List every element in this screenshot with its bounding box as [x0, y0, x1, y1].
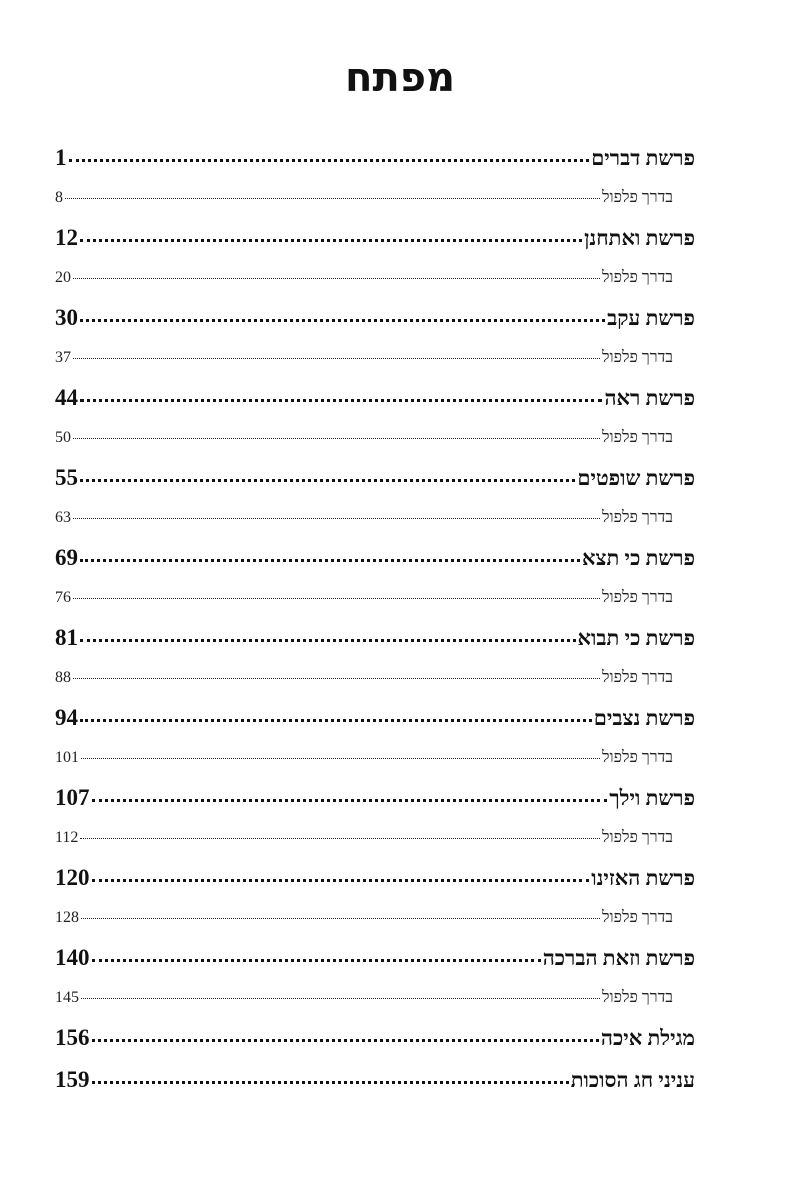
dot-leader	[92, 879, 590, 882]
toc-page-number: 81	[55, 625, 78, 650]
toc-entry-label: פרשת דברים	[591, 146, 695, 170]
dot-leader	[81, 998, 600, 999]
toc-entry-label: עניני חג הסוכות	[570, 1068, 695, 1092]
dot-leader	[69, 159, 590, 162]
dot-leader	[92, 1039, 599, 1042]
page-title: מפתח	[344, 55, 456, 101]
toc-page-number: 50	[55, 429, 71, 446]
toc-subentry-eikev-pilpul[interactable]	[55, 338, 695, 378]
toc-subentry-label: בדרך פלפול	[602, 269, 673, 286]
toc-page-number: 44	[55, 385, 78, 410]
toc-entry-label: פרשת וילך	[609, 786, 695, 810]
toc-entry-vezot-habracha[interactable]	[55, 938, 695, 978]
toc-page-number: 128	[55, 909, 79, 926]
toc-subentry-label: בדרך פלפול	[602, 429, 673, 446]
toc-subentry-shoftim-pilpul[interactable]	[55, 498, 695, 538]
toc-page-number: 112	[55, 829, 79, 846]
toc-subentry-label: בדרך פלפול	[602, 589, 673, 606]
dot-leader	[73, 358, 600, 359]
toc-entry-label: פרשת נצבים	[593, 706, 695, 730]
dot-leader	[80, 399, 602, 402]
toc-entry-megilat-eicha[interactable]	[55, 1018, 695, 1060]
toc-page-number: 156	[55, 1025, 90, 1050]
toc-page-number: 20	[55, 269, 71, 286]
toc-page-number: 101	[55, 749, 79, 766]
toc-entry-label: פרשת שופטים	[577, 466, 695, 490]
toc-subentry-haazinu-pilpul[interactable]	[55, 898, 695, 938]
toc-page-number: 8	[55, 189, 63, 206]
toc-entry-label: מגילת איכה	[600, 1026, 695, 1050]
toc-entry-ki-tavo[interactable]	[55, 618, 695, 658]
toc-entry-eikev[interactable]	[55, 298, 695, 338]
toc-page-number: 120	[55, 865, 90, 890]
toc-subentry-label: בדרך פלפול	[602, 909, 673, 926]
toc-page-number: 94	[55, 705, 78, 730]
dot-leader	[73, 278, 600, 279]
toc-entry-label: פרשת כי תבוא	[577, 626, 695, 650]
toc-entry-label: פרשת כי תצא	[582, 546, 695, 570]
toc-subentry-nitzavim-pilpul[interactable]	[55, 738, 695, 778]
dot-leader	[80, 559, 580, 562]
toc-page-number: 12	[55, 225, 78, 250]
dot-leader	[92, 1081, 569, 1084]
toc-subentry-label: בדרך פלפול	[602, 749, 673, 766]
dot-leader	[80, 239, 582, 242]
toc-page-number: 1	[55, 145, 67, 170]
dot-leader	[80, 479, 575, 482]
toc-page-number: 159	[55, 1067, 90, 1092]
toc-entry-label: פרשת עקב	[607, 306, 695, 330]
dot-leader	[92, 959, 541, 962]
dot-leader	[80, 319, 605, 322]
toc-entry-vaetchanan[interactable]	[55, 218, 695, 258]
dot-leader	[80, 719, 592, 722]
toc-entry-nitzavim[interactable]	[55, 698, 695, 738]
toc-subentry-label: בדרך פלפול	[602, 509, 673, 526]
dot-leader	[92, 799, 608, 802]
toc-entry-chag-hasukkot[interactable]	[55, 1060, 695, 1102]
toc-subentry-ki-tavo-pilpul[interactable]	[55, 658, 695, 698]
toc-subentry-label: בדרך פלפול	[602, 189, 673, 206]
toc-page-number: 145	[55, 989, 79, 1006]
toc-page-number: 76	[55, 589, 71, 606]
dot-leader	[81, 918, 600, 919]
toc-subentry-label: בדרך פלפול	[602, 349, 673, 366]
toc-page-number: 88	[55, 669, 71, 686]
toc-entry-label: פרשת האזינו	[591, 866, 695, 890]
toc-entry-devarim[interactable]	[55, 138, 695, 178]
toc-page-number: 37	[55, 349, 71, 366]
dot-leader	[80, 639, 576, 642]
table-of-contents	[55, 138, 695, 1102]
toc-subentry-label: בדרך פלפול	[602, 669, 673, 686]
dot-leader	[73, 518, 600, 519]
toc-entry-label: פרשת וזאת הברכה	[542, 946, 695, 970]
dot-leader	[80, 838, 600, 839]
toc-entry-label: פרשת ראה	[604, 386, 695, 410]
toc-page-number: 69	[55, 545, 78, 570]
toc-subentry-label: בדרך פלפול	[602, 989, 673, 1006]
toc-entry-label: פרשת ואתחנן	[584, 226, 695, 250]
toc-subentry-vaetchanan-pilpul[interactable]	[55, 258, 695, 298]
toc-subentry-reeh-pilpul[interactable]	[55, 418, 695, 458]
dot-leader	[81, 758, 600, 759]
dot-leader	[73, 438, 600, 439]
toc-subentry-label: בדרך פלפול	[602, 829, 673, 846]
toc-page-number: 107	[55, 785, 90, 810]
toc-page-number: 63	[55, 509, 71, 526]
dot-leader	[73, 598, 600, 599]
dot-leader	[73, 678, 600, 679]
toc-subentry-vayeilech-pilpul[interactable]	[55, 818, 695, 858]
toc-page-number: 55	[55, 465, 78, 490]
toc-subentry-ki-teitzei-pilpul[interactable]	[55, 578, 695, 618]
toc-subentry-devarim-pilpul[interactable]	[55, 178, 695, 218]
toc-page-number: 140	[55, 945, 90, 970]
toc-entry-reeh[interactable]	[55, 378, 695, 418]
toc-entry-ki-teitzei[interactable]	[55, 538, 695, 578]
dot-leader	[65, 198, 600, 199]
toc-subentry-vezot-habracha-pilpul[interactable]	[55, 978, 695, 1018]
toc-page-number: 30	[55, 305, 78, 330]
toc-entry-shoftim[interactable]	[55, 458, 695, 498]
toc-entry-haazinu[interactable]	[55, 858, 695, 898]
toc-entry-vayeilech[interactable]	[55, 778, 695, 818]
